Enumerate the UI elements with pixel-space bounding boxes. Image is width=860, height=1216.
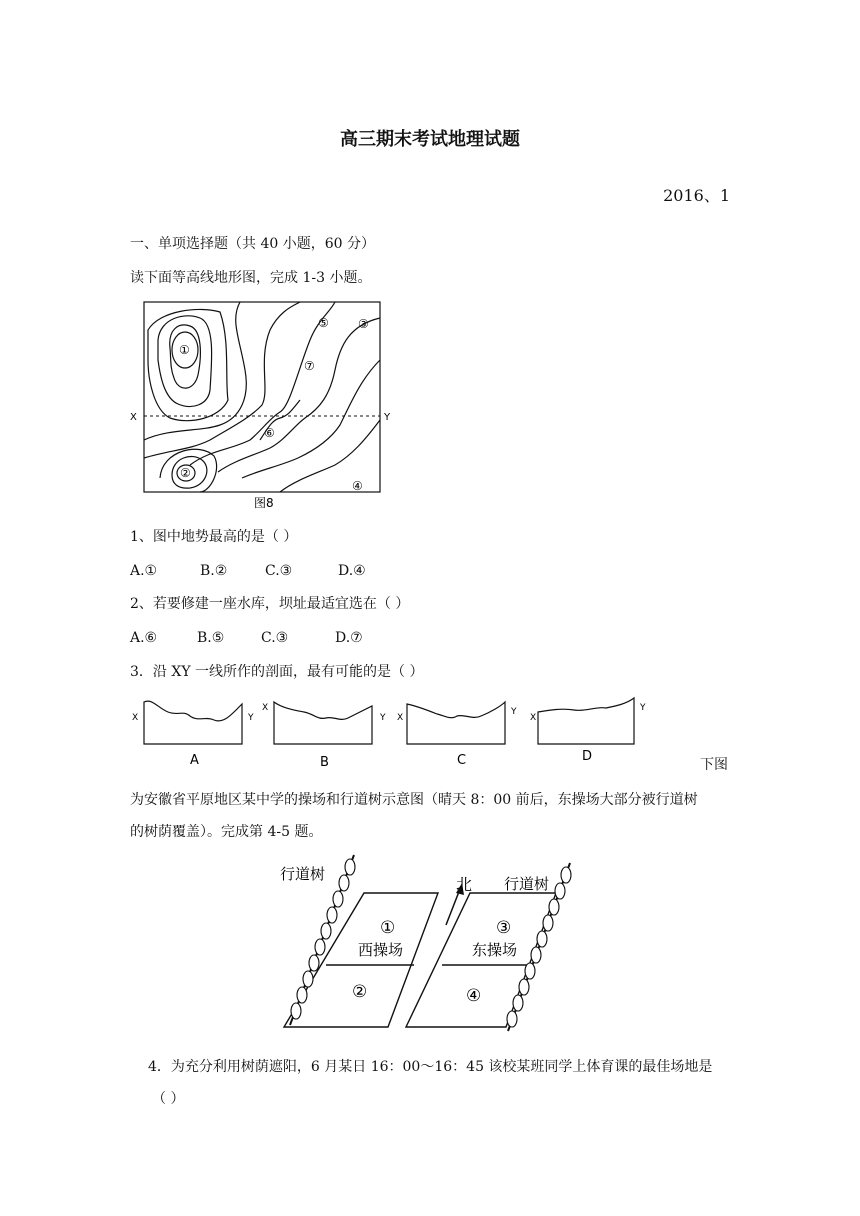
profile-c-y: Y bbox=[511, 707, 517, 717]
contour-line bbox=[190, 302, 335, 465]
profile-b bbox=[260, 694, 395, 770]
map-frame bbox=[144, 302, 380, 492]
profile-c bbox=[395, 694, 530, 770]
field-1-label: ① bbox=[380, 918, 396, 938]
q2-option-d: D.⑦ bbox=[335, 630, 363, 646]
question-1: 1、图中地势最高的是（ ） bbox=[130, 529, 298, 545]
east-playground-label: 东操场 bbox=[472, 941, 518, 959]
point-4-label: ④ bbox=[352, 479, 363, 493]
point-3-label: ③ bbox=[358, 317, 369, 331]
q2-option-c: C.③ bbox=[261, 630, 289, 646]
profile-d-label: D bbox=[582, 749, 593, 764]
field-4-label: ④ bbox=[466, 986, 482, 1006]
profile-c-x: X bbox=[397, 713, 404, 723]
q1-option-a: A.① bbox=[130, 563, 158, 579]
profile-a-x: X bbox=[132, 713, 139, 723]
q1-option-d: D.④ bbox=[338, 563, 366, 579]
point-2-label: ② bbox=[180, 466, 191, 480]
question-3: 3．沿 XY 一线所作的剖面，最有可能的是（ ） bbox=[130, 664, 424, 680]
point-7-label: ⑦ bbox=[304, 359, 315, 373]
question-4: 4．为充分利用树荫遮阳，6 月某日 16：00～16：45 该校某班同学上体育课的最佳场地是 bbox=[148, 1059, 713, 1075]
contour-line bbox=[280, 420, 380, 492]
point-1-label: ① bbox=[179, 343, 190, 357]
profile-d bbox=[530, 690, 665, 766]
profile-b-x: X bbox=[262, 703, 269, 713]
profile-b-label: B bbox=[320, 755, 329, 770]
contour-line bbox=[242, 360, 380, 478]
profile-a-label: A bbox=[190, 753, 199, 768]
q1-option-c: C.③ bbox=[265, 563, 293, 579]
profile-c-label: C bbox=[457, 753, 467, 768]
playground-diagram bbox=[270, 845, 590, 1040]
contour-line bbox=[158, 316, 212, 407]
profile-d-x: X bbox=[530, 713, 537, 723]
profile-a-y: Y bbox=[248, 713, 254, 723]
x-label: X bbox=[130, 412, 137, 423]
question-2: 2、若要修建一座水库，坝址最适宜选在（ ） bbox=[130, 596, 410, 612]
field-2-label: ② bbox=[352, 982, 368, 1002]
contour-line bbox=[144, 302, 300, 458]
exam-date: 2016、1 bbox=[663, 186, 730, 205]
tree-label-right: 行道树 bbox=[504, 875, 550, 893]
q1-option-b: B.② bbox=[200, 563, 228, 579]
profile-b-y: Y bbox=[380, 713, 386, 723]
contour-line bbox=[148, 309, 228, 420]
intro-text: 读下面等高线地形图，完成 1-3 小题。 bbox=[130, 270, 372, 286]
field-3-label: ③ bbox=[496, 918, 512, 938]
west-playground-label: 西操场 bbox=[358, 941, 404, 959]
q2-option-a: A.⑥ bbox=[130, 630, 158, 646]
north-label: 北 bbox=[456, 875, 473, 894]
point-5-label: ⑤ bbox=[318, 316, 329, 330]
question-4-blank: （ ） bbox=[152, 1091, 185, 1107]
profile-d-y: Y bbox=[640, 703, 646, 713]
figure-caption: 图8 bbox=[254, 496, 274, 510]
intro-text: 下图 bbox=[700, 757, 728, 773]
intro-text: 为安徽省平原地区某中学的操场和行道树示意图（晴天 8：00 前后，东操场大部分被行道树 bbox=[130, 792, 698, 808]
point-6-label: ⑥ bbox=[264, 426, 275, 440]
page-title: 高三期末考试地理试题 bbox=[340, 129, 520, 150]
q2-option-b: B.⑤ bbox=[197, 630, 225, 646]
y-label: Y bbox=[384, 412, 391, 423]
profile-a bbox=[128, 694, 258, 770]
contour-map bbox=[130, 300, 400, 515]
intro-text: 的树荫覆盖）。完成第 4-5 题。 bbox=[130, 824, 323, 840]
tree-label-left: 行道树 bbox=[280, 865, 326, 883]
section-heading: 一、单项选择题（共 40 小题，60 分） bbox=[130, 236, 375, 252]
